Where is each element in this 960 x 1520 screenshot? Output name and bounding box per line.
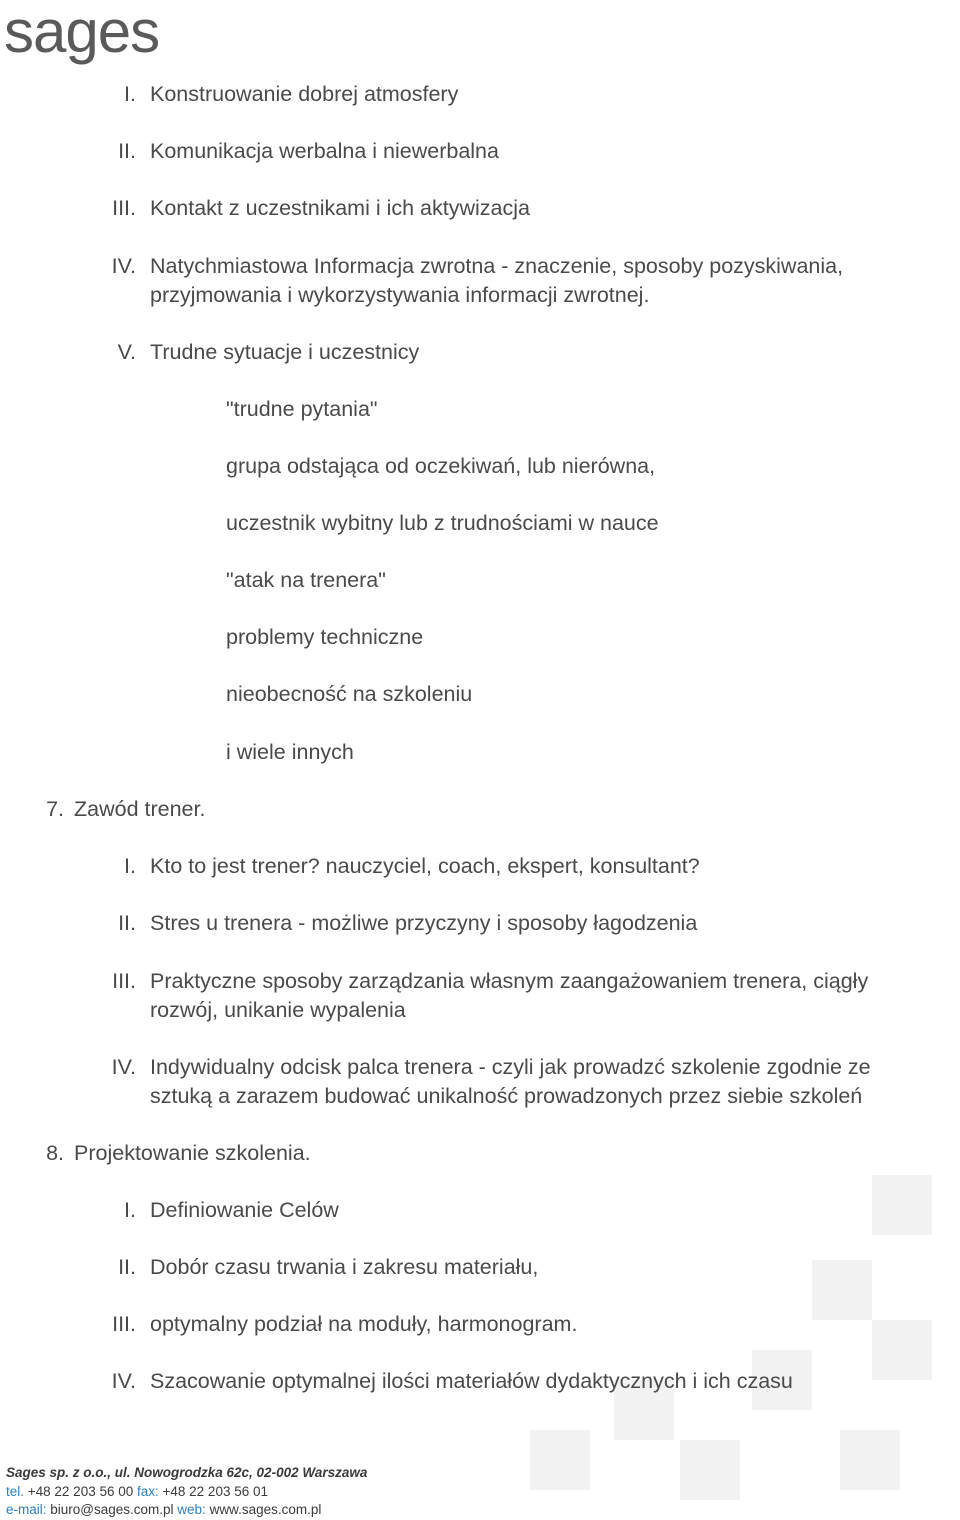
item-text: sztuką a zarazem budować unikalność prowadzonych przez siebie szkoleń	[150, 1084, 863, 1108]
item-text: Komunikacja werbalna i niewerbalna	[150, 139, 499, 163]
sub-list-item: problemy techniczne	[226, 625, 424, 649]
sub-list-item: "trudne pytania"	[226, 397, 378, 421]
sub-list-item: uczestnik wybitny lub z trudnościami w nauce	[226, 511, 659, 535]
item-number: I.	[124, 854, 136, 878]
item-number: III.	[112, 1312, 136, 1336]
item-text: Indywidualny odcisk palca trenera - czyli jak prowadzć szkolenie zgodnie ze	[150, 1055, 871, 1079]
decorative-square	[812, 1260, 872, 1320]
decorative-square	[680, 1440, 740, 1500]
decorative-square	[530, 1430, 590, 1490]
item-text: Trudne sytuacje i uczestnicy	[150, 340, 420, 364]
email-link[interactable]: biuro@sages.com.pl	[46, 1502, 178, 1517]
item-text: rozwój, unikanie wypalenia	[150, 998, 406, 1022]
sub-list-item: nieobecność na szkoleniu	[226, 682, 473, 706]
decorative-square	[840, 1430, 900, 1490]
item-number: I.	[124, 82, 136, 106]
item-text: Praktyczne sposoby zarządzania własnym zaangażowaniem trenera, ciągły	[150, 969, 869, 993]
footer	[6, 1464, 367, 1520]
sages-logo: sages	[4, 0, 160, 65]
item-number: II.	[118, 139, 136, 163]
decorative-square	[872, 1320, 932, 1380]
item-number: III.	[112, 969, 136, 993]
item-text: optymalny podział na moduły, harmonogram.	[150, 1312, 578, 1336]
decorative-square	[872, 1175, 932, 1235]
item-text: Natychmiastowa Informacja zwrotna - znaczenie, sposoby pozyskiwania,	[150, 254, 844, 278]
section-title: Projektowanie szkolenia.	[74, 1141, 311, 1165]
item-text: Definiowanie Celów	[150, 1198, 339, 1222]
item-text: Kto to jest trener? nauczyciel, coach, ekspert, konsultant?	[150, 854, 700, 878]
item-text: Stres u trenera - możliwe przyczyny i sposoby łagodzenia	[150, 911, 698, 935]
item-number: IV.	[111, 1369, 136, 1393]
web-label: web:	[177, 1502, 206, 1517]
fax-value: +48 22 203 56 01	[158, 1483, 268, 1499]
footer-company: Sages sp. z o.o., ul. Nowogrodzka 62c, 02-002 Warszawa	[6, 1465, 368, 1480]
tel-label: tel.	[6, 1483, 25, 1499]
item-text: Konstruowanie dobrej atmosfery	[150, 82, 459, 106]
footer-phone-line	[6, 1483, 367, 1502]
item-number: V.	[117, 340, 136, 364]
sub-list-item: "atak na trenera"	[226, 568, 386, 592]
item-number: IV.	[111, 1055, 136, 1079]
section-number: 7.	[46, 797, 64, 821]
item-number: II.	[118, 911, 136, 935]
web-link[interactable]: www.sages.com.pl	[205, 1502, 322, 1517]
item-text: Kontakt z uczestnikami i ich aktywizacja	[150, 196, 530, 220]
sub-list-item: grupa odstająca od oczekiwań, lub nierówna,	[226, 454, 656, 478]
item-text: Szacowanie optymalnej ilości materiałów dydaktycznych i ich czasu	[150, 1369, 793, 1393]
item-number: IV.	[111, 254, 136, 278]
footer-contact-line	[6, 1501, 367, 1520]
email-label: e-mail:	[6, 1502, 47, 1517]
fax-label: fax:	[137, 1483, 159, 1499]
section-number: 8.	[46, 1141, 64, 1165]
item-text: przyjmowania i wykorzystywania informacji zwrotnej.	[150, 283, 650, 307]
tel-value: +48 22 203 56 00	[24, 1483, 137, 1499]
item-number: II.	[118, 1255, 136, 1279]
sub-list-item: i wiele innych	[226, 740, 354, 764]
item-number: III.	[112, 196, 136, 220]
section-title: Zawód trener.	[74, 797, 206, 821]
item-text: Dobór czasu trwania i zakresu materiału,	[150, 1255, 539, 1279]
item-number: I.	[124, 1198, 136, 1222]
